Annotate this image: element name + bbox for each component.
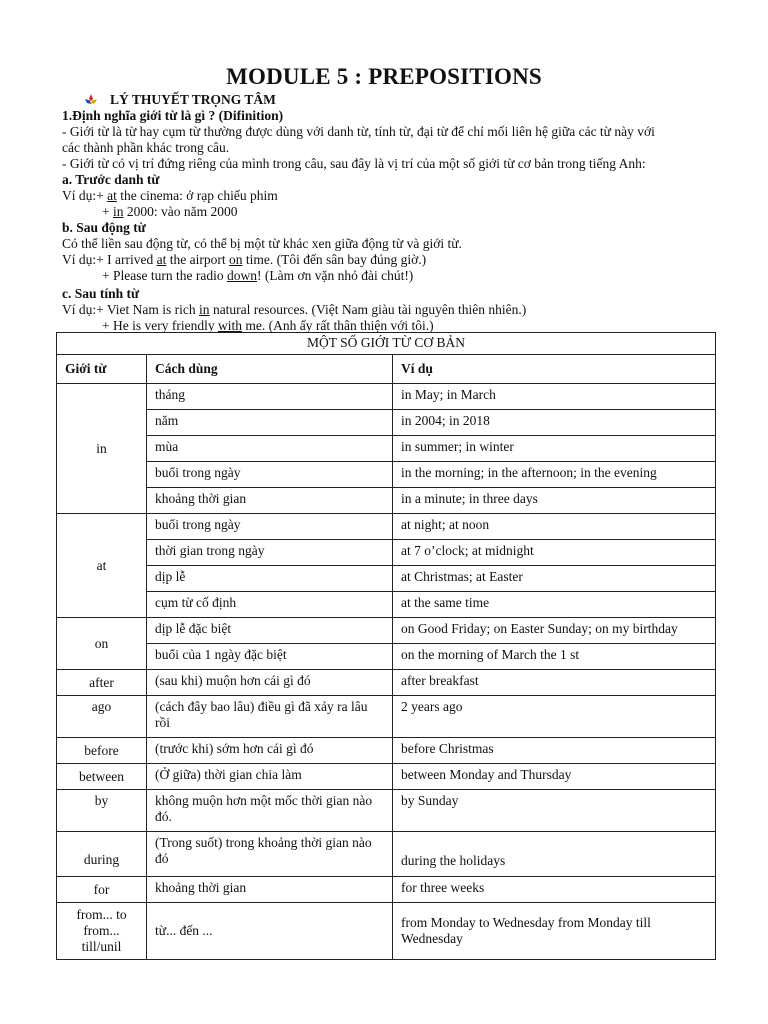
example-cell: for three weeks — [393, 877, 716, 903]
example-cell: from Monday to Wednesday from Monday till Wednesday — [393, 903, 716, 960]
example-cell: in summer; in winter — [393, 436, 716, 462]
underlined-preposition: at — [156, 252, 167, 267]
preposition-cell: during — [57, 832, 147, 877]
example-cell: between Monday and Thursday — [393, 764, 716, 790]
underlined-preposition: in — [113, 204, 124, 219]
section-b-heading: b. Sau động từ — [62, 220, 146, 235]
table-row — [57, 903, 716, 960]
example-cell: on the morning of March the 1 st — [393, 644, 716, 670]
table-row — [57, 488, 716, 514]
definition-line-2: các thành phần khác trong câu. — [62, 140, 230, 155]
definition-heading: 1.Định nghĩa giới từ là gì ? (Difinition) — [62, 108, 284, 123]
usage-cell: buổi trong ngày — [147, 462, 393, 488]
example-cell: in May; in March — [393, 384, 716, 410]
text-span: me. (Anh ấy rất thân thiện với tôi.) — [241, 318, 434, 333]
text-span: natural resources. (Việt Nam giàu tài nguyên thiên nhiên.) — [209, 302, 527, 317]
table-row — [57, 592, 716, 618]
underlined-preposition: down — [226, 268, 257, 283]
table-row — [57, 832, 716, 877]
text-span: + — [102, 204, 113, 219]
usage-cell: khoảng thời gian — [147, 877, 393, 903]
table-row — [57, 384, 716, 410]
usage-cell: (Trong suốt) trong khoảng thời gian nào đó — [147, 832, 393, 877]
table-caption-row — [57, 333, 716, 355]
preposition-cell: at — [57, 514, 147, 618]
table-row — [57, 436, 716, 462]
column-header-usage: Cách dùng — [147, 355, 393, 384]
usage-cell: cụm từ cố định — [147, 592, 393, 618]
column-header-example: Ví dụ — [393, 355, 716, 384]
table-row — [57, 514, 716, 540]
example-cell: after breakfast — [393, 670, 716, 696]
prepositions-table — [56, 332, 716, 960]
table-row — [57, 790, 716, 832]
table-row — [57, 670, 716, 696]
lotus-bullet-icon — [84, 93, 98, 107]
preposition-cell: after — [57, 670, 147, 696]
example-cell: at Christmas; at Easter — [393, 566, 716, 592]
definition-line-1: - Giới từ là từ hay cụm từ thường được dùng với danh từ, tính từ, đại từ để chỉ mối liên hệ giữa các từ này với — [62, 124, 655, 139]
usage-cell: khoảng thời gian — [147, 488, 393, 514]
section-a-heading: a. Trước danh từ — [62, 172, 160, 187]
text-span: time. (Tôi đến sân bay đúng giờ.) — [242, 252, 427, 267]
usage-cell: tháng — [147, 384, 393, 410]
preposition-cell: before — [57, 738, 147, 764]
preposition-cell: by — [57, 790, 147, 832]
preposition-cell: in — [57, 384, 147, 514]
underlined-preposition: in — [199, 302, 210, 317]
usage-cell: buổi trong ngày — [147, 514, 393, 540]
usage-cell: không muộn hơn một mốc thời gian nào đó. — [147, 790, 393, 832]
section-a-example-1 — [62, 188, 278, 204]
theory-heading — [84, 92, 276, 108]
text-span: the cinema: ở rạp chiếu phim — [116, 188, 278, 203]
example-cell: during the holidays — [393, 832, 716, 877]
table-row — [57, 618, 716, 644]
table-row — [57, 566, 716, 592]
section-c-example-1 — [62, 302, 526, 318]
usage-cell: dịp lễ — [147, 566, 393, 592]
section-b-example-1 — [62, 252, 426, 268]
table-row — [57, 764, 716, 790]
table-row — [57, 738, 716, 764]
preposition-cell: from... to from... till/unil — [57, 903, 147, 960]
preposition-cell: for — [57, 877, 147, 903]
example-cell: on Good Friday; on Easter Sunday; on my birthday — [393, 618, 716, 644]
usage-cell: buổi của 1 ngày đặc biệt — [147, 644, 393, 670]
text-span: the airport — [166, 252, 229, 267]
section-c-heading: c. Sau tính từ — [62, 286, 140, 301]
text-span: ! (Làm ơn vặn nhỏ đài chút!) — [256, 268, 414, 283]
theory-heading-text: LÝ THUYẾT TRỌNG TÂM — [110, 92, 276, 107]
usage-cell: dịp lễ đặc biệt — [147, 618, 393, 644]
usage-cell: (cách đây bao lâu) điều gì đã xảy ra lâu rồi — [147, 696, 393, 738]
underlined-preposition: on — [228, 252, 243, 267]
preposition-cell: ago — [57, 696, 147, 738]
usage-cell: (sau khi) muộn hơn cái gì đó — [147, 670, 393, 696]
section-b-description: Có thể liền sau động từ, có thể bị một từ khác xen giữa động từ và giới từ. — [62, 236, 462, 251]
example-cell: at night; at noon — [393, 514, 716, 540]
usage-cell: từ... đến ... — [147, 903, 393, 960]
table-row — [57, 462, 716, 488]
underlined-preposition: at — [107, 188, 117, 203]
example-cell: at the same time — [393, 592, 716, 618]
preposition-cell: on — [57, 618, 147, 670]
page-title: MODULE 5 : PREPOSITIONS — [226, 64, 542, 89]
example-cell: in the morning; in the afternoon; in the evening — [393, 462, 716, 488]
column-header-preposition: Giới từ — [57, 355, 147, 384]
example-cell: by Sunday — [393, 790, 716, 832]
example-cell: before Christmas — [393, 738, 716, 764]
text-span: 2000: vào năm 2000 — [123, 204, 238, 219]
example-cell: in 2004; in 2018 — [393, 410, 716, 436]
table-row — [57, 644, 716, 670]
table-header-row — [57, 355, 716, 384]
text-span: + Please turn the radio — [102, 268, 227, 283]
section-a-example-2 — [102, 204, 238, 220]
usage-cell: năm — [147, 410, 393, 436]
underlined-preposition: with — [217, 318, 242, 333]
usage-cell: thời gian trong ngày — [147, 540, 393, 566]
example-cell: in a minute; in three days — [393, 488, 716, 514]
example-cell: 2 years ago — [393, 696, 716, 738]
table-row — [57, 696, 716, 738]
table-caption: MỘT SỐ GIỚI TỪ CƠ BẢN — [57, 333, 716, 355]
text-span: Ví dụ:+ I arrived — [62, 252, 157, 267]
usage-cell: (Ở giữa) thời gian chia làm — [147, 764, 393, 790]
table-row — [57, 877, 716, 903]
preposition-cell: between — [57, 764, 147, 790]
text-span: + He is very friendly — [102, 318, 218, 333]
usage-cell: mùa — [147, 436, 393, 462]
text-span: Ví dụ:+ — [62, 188, 108, 203]
definition-line-3: - Giới từ có vị trí đứng riêng của mình trong câu, sau đây là vị trí của một số giới từ cơ bản trong tiếng Anh: — [62, 156, 646, 171]
usage-cell: (trước khi) sớm hơn cái gì đó — [147, 738, 393, 764]
table-row — [57, 540, 716, 566]
text-span: Ví dụ:+ Viet Nam is rich — [62, 302, 200, 317]
section-b-example-2 — [102, 268, 413, 284]
table-row — [57, 410, 716, 436]
example-cell: at 7 o’clock; at midnight — [393, 540, 716, 566]
